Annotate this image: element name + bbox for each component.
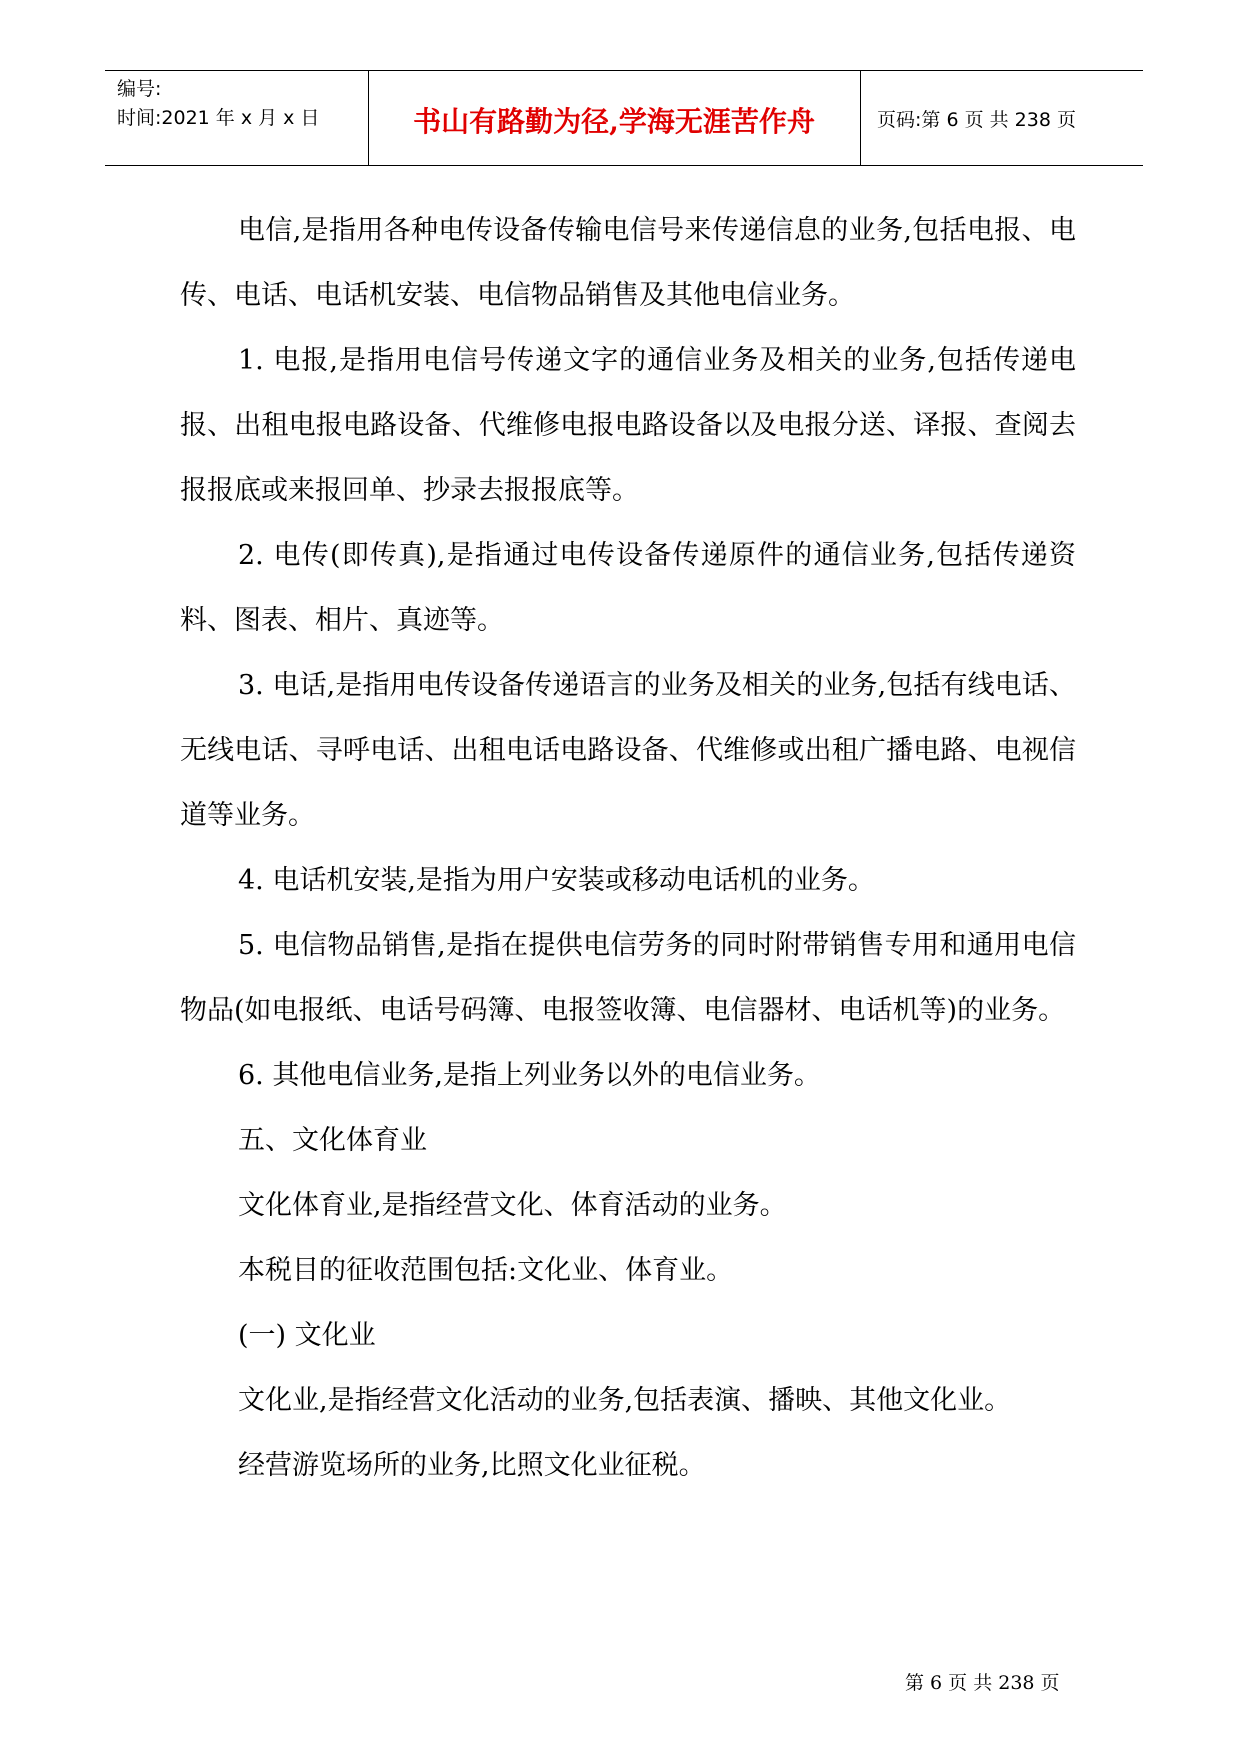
page-footer: 第 6 页 共 238 页 — [905, 1672, 1060, 1694]
header-page-code: 页码:第 6 页 共 238 页 — [877, 109, 1076, 131]
paragraph-telecom-goods-sales: 5. 电信物品销售,是指在提供电信劳务的同时附带销售专用和通用电信物品(如电报纸、电话号码簿、电报签收簿、电信器材、电话机等)的业务。 — [180, 930, 1076, 1026]
paragraph-phone-installation: 4. 电话机安装,是指为用户安装或移动电话机的业务。 — [238, 865, 875, 896]
paragraph-telex: 2. 电传(即传真),是指通过电传设备传递原件的通信业务,包括传递资料、图表、相片、真迹等。 — [180, 540, 1076, 636]
paragraph-telecom-definition: 电信,是指用各种电传设备传输电信号来传递信息的业务,包括电报、电传、电话、电话机安装、电信物品销售及其他电信业务。 — [180, 215, 1076, 311]
paragraph-other-telecom: 6. 其他电信业务,是指上列业务以外的电信业务。 — [238, 1060, 821, 1091]
header-top-rule — [105, 70, 1143, 71]
document-number-label: 编号: — [117, 78, 162, 100]
header-motto: 书山有路勤为径,学海无涯苦作舟 — [413, 105, 815, 138]
header-divider-right — [860, 70, 861, 166]
paragraph-telegraph: 1. 电报,是指用电信号传递文字的通信业务及相关的业务,包括传递电报、出租电报电路设备、代维修电报电路设备以及电报分送、译报、查阅去报报底或来报回单、抄录去报报底等。 — [180, 345, 1076, 506]
section-heading-culture-sports: 五、文化体育业 — [238, 1125, 427, 1156]
paragraph-tourist-sites: 经营游览场所的业务,比照文化业征税。 — [238, 1450, 706, 1481]
document-body — [180, 198, 1076, 1498]
paragraph-telephone: 3. 电话,是指用电传设备传递语言的业务及相关的业务,包括有线电话、无线电话、寻呼电话、出租电话电路设备、代维修或出租广播电路、电视信道等业务。 — [180, 670, 1076, 831]
paragraph-tax-scope: 本税目的征收范围包括:文化业、体育业。 — [238, 1255, 734, 1286]
page-header — [105, 70, 1143, 166]
document-time-label: 时间:2021 年 x 月 x 日 — [117, 107, 320, 129]
paragraph-culture-sports-definition: 文化体育业,是指经营文化、体育活动的业务。 — [238, 1190, 787, 1221]
header-bottom-rule — [105, 165, 1143, 166]
subsection-heading-culture: (一) 文化业 — [238, 1320, 376, 1351]
paragraph-culture-definition: 文化业,是指经营文化活动的业务,包括表演、播映、其他文化业。 — [238, 1385, 1012, 1416]
